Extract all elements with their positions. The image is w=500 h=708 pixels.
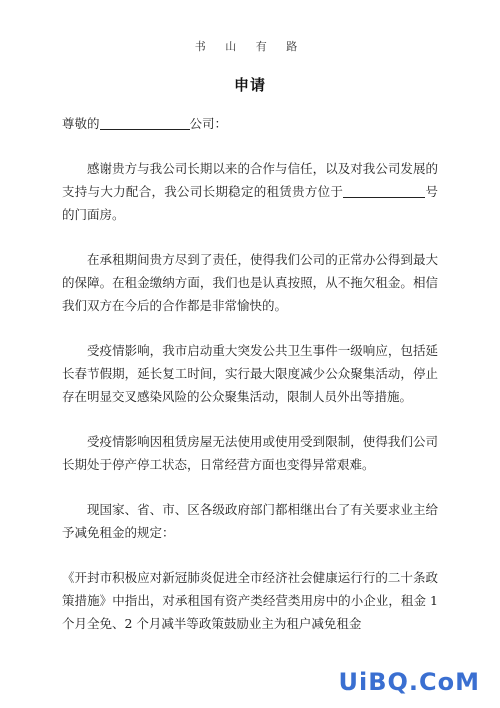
salutation-suffix: 公司： [189,116,228,131]
paragraph-impact: 受疫情影响因租赁房屋无法使用或使用受到限制，使得我们公司长期处于停产停工状态，日常经营方面也变得异常艰难。 [62,434,438,472]
paragraph-regulations: 现国家、省、市、区各级政府部门都相继出台了有关要求业主给予减免租金的规定： [62,502,438,540]
paragraph-thanks [62,157,438,226]
paragraph-thanks-after: 号的门面房。 [62,184,438,222]
salutation [62,112,438,135]
salutation-prefix: 尊敬的 [62,116,100,131]
paragraph-epidemic: 受疫情影响，我市启动重大突发公共卫生事件一级响应，包括延长春节假期，延长复工时间，实行最大限度减少公众聚集活动，停止存在明显交叉感染风险的公众聚集活动，限制人员外出等措施。 [62,343,438,404]
paragraph-policy: 《开封市积极应对新冠肺炎促进全市经济社会健康运行行的二十条政策措施》中指出，对承租国有资产类经营类用房中的小企业，租金 1 个月全免、2 个月减半等政策鼓励业主为租户减免租金 [62,570,438,631]
company-name-blank [100,114,190,130]
paragraph-tenancy: 在承租期间贵方尽到了责任，使得我们公司的正常办公得到最大的保障。在租金缴纳方面，我们也是认真按照，从不拖欠租金。相信我们双方在今后的合作都是非常愉快的。 [62,252,438,313]
page-header: 书 山 有 路 [194,40,306,53]
document-body [62,112,438,657]
paragraph-thanks-before: 感谢贵方与我公司长期以来的合作与信任，以及对我公司发展的支持与大力配合，我公司长期稳定的租赁贵方位于 [62,161,438,199]
site-watermark: UiBQ.CoM [338,668,480,696]
address-blank [343,182,425,198]
document-title: 申请 [233,76,266,94]
